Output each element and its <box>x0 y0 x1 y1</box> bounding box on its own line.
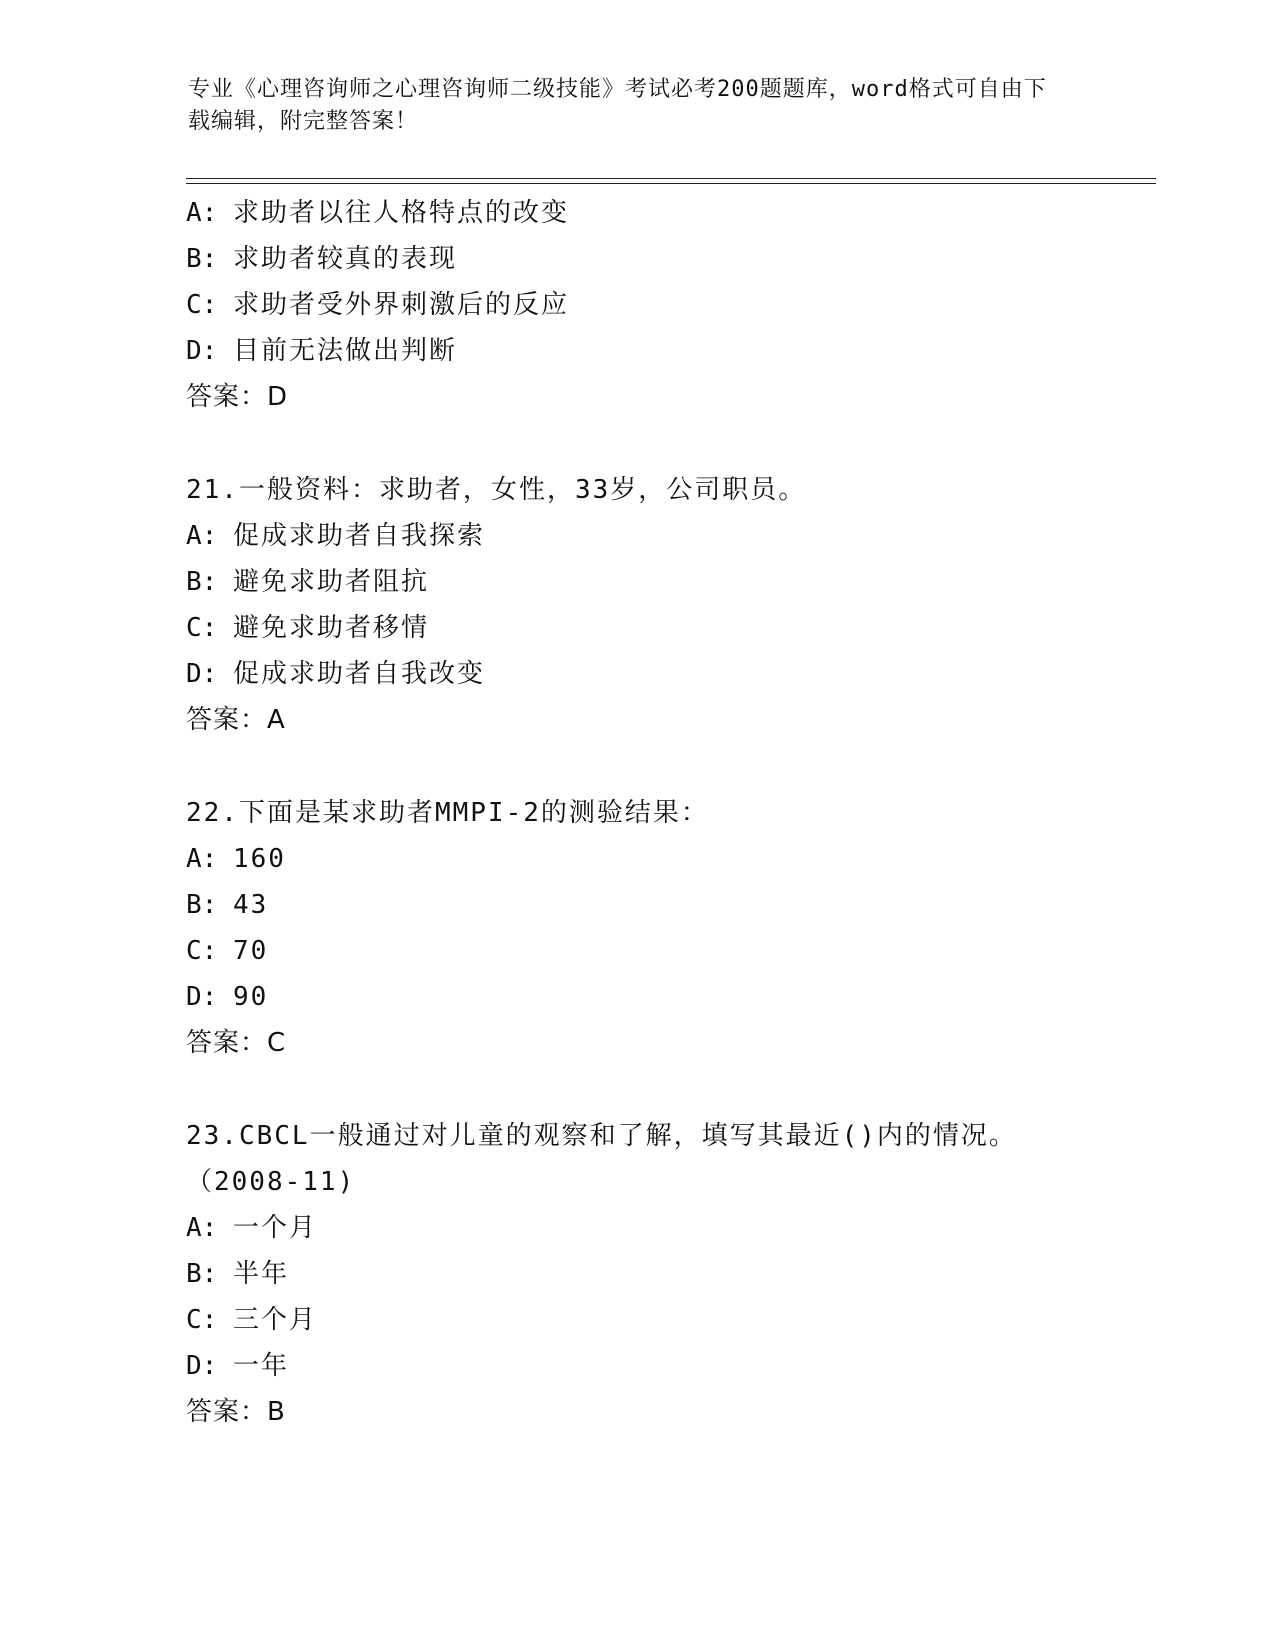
option-b <box>186 882 1106 928</box>
question-stem: 22.下面是某求助者MMPI-2的测验结果： <box>186 798 709 828</box>
option-letter: B: <box>186 244 233 274</box>
option-text: 求助者较真的表现 <box>232 244 457 274</box>
option-text: 90 <box>232 982 269 1012</box>
option-letter: B: <box>186 890 233 920</box>
option-c <box>186 605 1106 651</box>
option-letter: D: <box>186 982 233 1012</box>
question-list <box>186 190 1106 1435</box>
option-text: 70 <box>232 936 269 966</box>
option-text: 求助者以往人格特点的改变 <box>232 198 569 228</box>
option-text: 求助者受外界刺激后的反应 <box>232 290 569 320</box>
option-letter: C: <box>186 1305 233 1335</box>
question-22 <box>186 790 1106 1066</box>
option-text: 半年 <box>232 1259 289 1289</box>
option-text: 43 <box>232 890 269 920</box>
answer-line: 答案：A <box>186 705 286 735</box>
option-d <box>186 328 1106 374</box>
option-letter: B: <box>186 1259 233 1289</box>
option-text: 避免求助者阻抗 <box>232 567 429 597</box>
option-a <box>186 836 1106 882</box>
document-header <box>188 74 1068 138</box>
question-20-continued <box>186 190 1106 420</box>
option-letter: A: <box>186 198 233 228</box>
header-intro-text: 专业《心理咨询师之心理咨询师二级技能》考试必考200题题库，word格式可自由下载编辑，附完整答案！ <box>188 77 1047 134</box>
option-letter: A: <box>186 1213 233 1243</box>
option-a <box>186 513 1106 559</box>
option-letter: D: <box>186 659 233 689</box>
option-a <box>186 190 1106 236</box>
option-text: 160 <box>232 844 286 874</box>
option-d <box>186 974 1106 1020</box>
option-b <box>186 236 1106 282</box>
option-letter: C: <box>186 613 233 643</box>
question-21 <box>186 467 1106 743</box>
option-d <box>186 1343 1106 1389</box>
option-text: 促成求助者自我探索 <box>232 521 485 551</box>
option-text: 促成求助者自我改变 <box>232 659 485 689</box>
option-letter: C: <box>186 936 233 966</box>
option-text: 三个月 <box>232 1305 317 1335</box>
answer-line: 答案：B <box>186 1397 286 1427</box>
question-stem: 23.CBCL一般通过对儿童的观察和了解，填写其最近()内的情况。（2008-11) <box>186 1121 1017 1197</box>
option-text: 避免求助者移情 <box>232 613 429 643</box>
option-c <box>186 928 1106 974</box>
question-23 <box>186 1113 1106 1435</box>
option-a <box>186 1205 1106 1251</box>
option-letter: A: <box>186 844 233 874</box>
option-b <box>186 1251 1106 1297</box>
answer-line: 答案：D <box>186 382 289 412</box>
header-divider-top <box>186 178 1156 179</box>
option-text: 一年 <box>232 1351 289 1381</box>
question-stem: 21.一般资料：求助者，女性，33岁，公司职员。 <box>186 475 807 505</box>
option-b <box>186 559 1106 605</box>
option-letter: A: <box>186 521 233 551</box>
option-d <box>186 651 1106 697</box>
option-text: 目前无法做出判断 <box>232 336 457 366</box>
option-letter: B: <box>186 567 233 597</box>
option-letter: D: <box>186 1351 233 1381</box>
option-text: 一个月 <box>232 1213 317 1243</box>
option-letter: D: <box>186 336 233 366</box>
option-letter: C: <box>186 290 233 320</box>
option-c <box>186 282 1106 328</box>
option-c <box>186 1297 1106 1343</box>
header-divider-bottom <box>186 183 1156 184</box>
answer-line: 答案：C <box>186 1028 287 1058</box>
